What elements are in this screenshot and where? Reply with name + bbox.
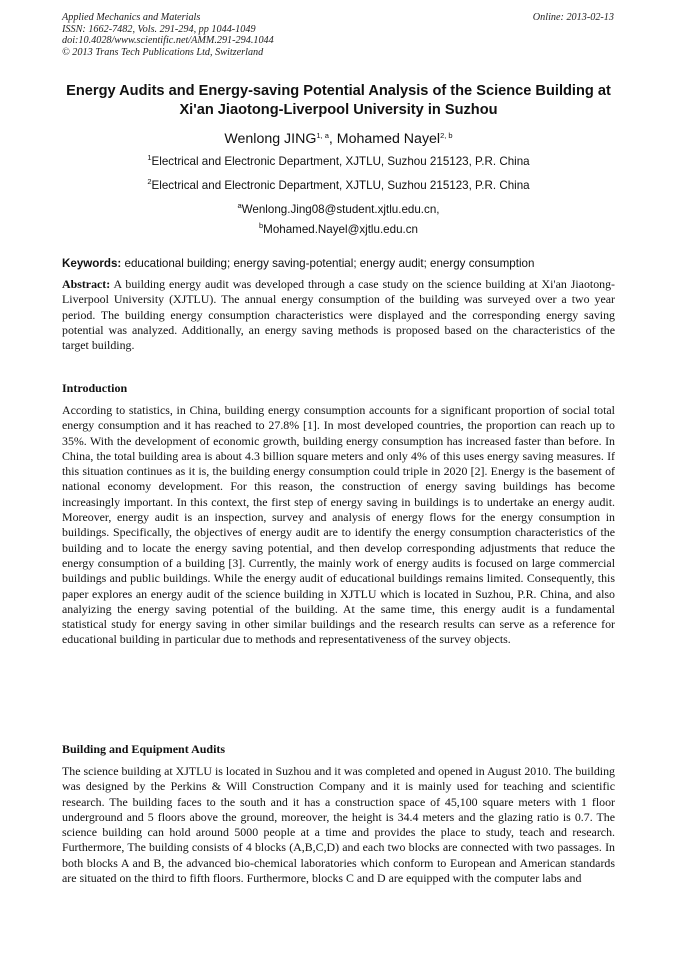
- author-sup: 1, a: [316, 131, 329, 140]
- online-date: Online: 2013-02-13: [532, 12, 614, 23]
- email-2: [62, 223, 615, 237]
- section-heading-introduction: Introduction: [62, 381, 128, 395]
- keywords-text: educational building; energy saving-potential; energy audit; energy consumption: [124, 257, 535, 270]
- author-sup: 2, b: [440, 131, 453, 140]
- email-1: [62, 203, 615, 217]
- affiliation-1: [62, 155, 615, 169]
- email-text: Mohamed.Nayel@xjtlu.edu.cn: [263, 223, 418, 236]
- email-sup: a: [237, 201, 242, 210]
- paper-title: Energy Audits and Energy-saving Potential Analysis of the Science Building at Xi'an Jiaotong-Liverpool University in Suzhou: [66, 83, 611, 118]
- building-paragraph: The science building at XJTLU is located in Suzhou and it was completed and opened in August 2010. The building was designed by the Perkins & Will Construction Company and it is mainly used for teaching and scientific research. The building faces to the south and it has a construction space of 45,100 square meters with 1 floor underground and 5 floors above the ground, moreover, the height is 34.4 meters and the glazing ratio is 0.7. The science building can hold around 5000 people at a time and provides the place to study, teach and research. Furthermore, The building consists of 4 blocks (A,B,C,D) and each two blocks are connected with two passages. In both blocks A and B, the advanced bio-chemical laboratories which conform to European and American standards are situated on the third to fifth floors. Furthermore, blocks C and D are equipped with the computer labs and: [62, 764, 615, 886]
- journal-issn: ISSN: 1662-7482, Vols. 291-294, pp 1044-1049: [62, 23, 256, 35]
- introduction-paragraph: According to statistics, in China, building energy consumption accounts for a significant proportion of social total energy consumption and it has reached to 27.8% [1]. In most developed countries, the proportion can reach up to 35%. With the development of economic growth, building energy consumption has increased faster than before. In China, the total building area is about 4.3 billion square meters and only 4% of this uses energy saving measures. If this situation continues as it is, the building energy consumption could triple in 2020 [2]. Energy is the basement of national economy development. For this reason, the construction of energy saving buildings has become increasingly important. In this context, the first step of energy saving in buildings is to undertake an energy audit. Moreover, energy audit is an inspection, survey and analysis of energy flows for the energy consumption in buildings. Specifically, the objectives of energy audit are to identify the energy consumption characteristics of the building and to locate the energy saving potential, and then develop corresponding adjustments that reduce the energy consumption of a building [3]. Currently, the mainly work of energy audits is focused on large commercial buildings and public buildings. While the energy audit of educational buildings remains limited. Consequently, this paper explores an energy audit of the science building in XJTLU which is located in Suzhou, P.R. China, and also analyizing the energy saving potential of the building. At the same time, this energy audit is a fundamental statistical study for energy saving in other similar buildings and the research results can serve as a reference for educational building in particular due to methods and representativeness of the survey objects.: [62, 403, 615, 647]
- keywords: [62, 257, 617, 271]
- section-heading-building: Building and Equipment Audits: [62, 742, 226, 756]
- email-text: Wenlong.Jing08@student.xjtlu.edu.cn,: [241, 203, 440, 216]
- abstract: [62, 277, 615, 353]
- journal-header: [62, 12, 274, 58]
- author-line: Wenlong JING$^{1, a}$, Mohamed Nayel$^{2, b}$: [224, 131, 453, 147]
- journal-copyright: © 2013 Trans Tech Publications Ltd, Switzerland: [62, 46, 264, 58]
- affiliation-text: Electrical and Electronic Department, XJTLU, Suzhou 215123, P.R. China: [151, 179, 530, 192]
- affiliation-sup: 2: [147, 177, 152, 186]
- author-name: Mohamed Nayel: [336, 131, 441, 147]
- affiliation-2: [62, 179, 615, 193]
- affiliation-sup: 1: [147, 153, 152, 162]
- email-sup: b: [258, 221, 264, 230]
- abstract-text: A building energy audit was developed through a case study on the science building at Xi'an Jiaotong-Liverpool University (XJTLU). The annual energy consumption of the building was surveyed over a two year period. The building energy consumption characteristics were displayed and the corresponding energy saving potential was analyzed. Additionally, an energy saving methods is proposed based on the characteristics of the target building.: [62, 277, 615, 353]
- affiliation-text: Electrical and Electronic Department, XJTLU, Suzhou 215123, P.R. China: [151, 155, 530, 168]
- journal-name: Applied Mechanics and Materials: [62, 12, 201, 23]
- keywords-label: Keywords:: [62, 257, 122, 270]
- author-name: Wenlong JING: [224, 131, 317, 147]
- abstract-label: Abstract:: [62, 277, 111, 291]
- journal-doi: doi:10.4028/www.scientific.net/AMM.291-294.1044: [62, 35, 274, 47]
